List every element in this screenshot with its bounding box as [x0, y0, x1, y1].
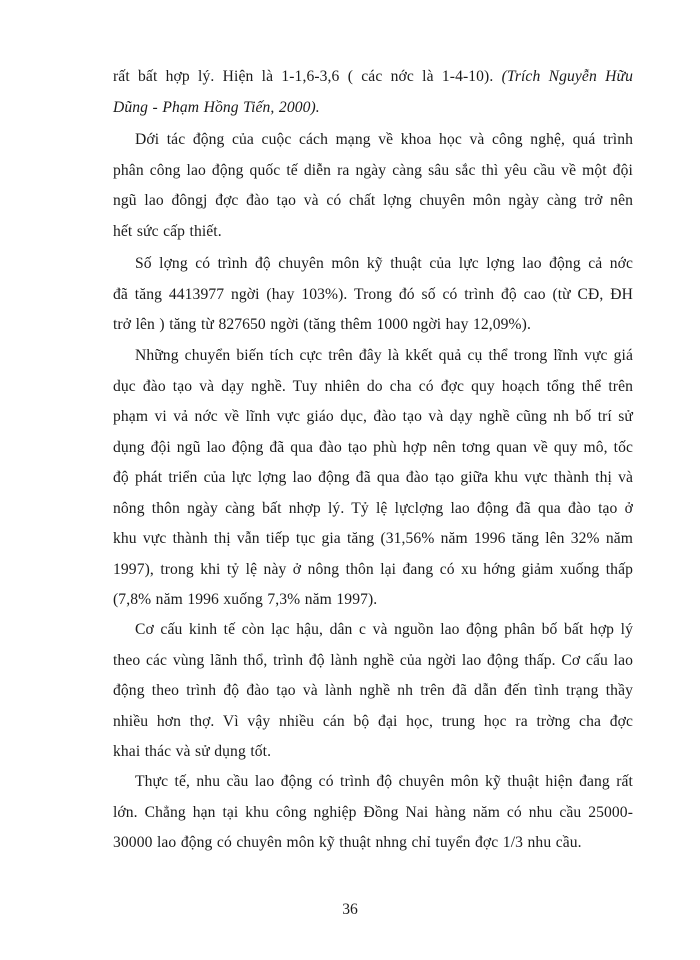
text-line: khai thác và sử dụng tốt. [113, 743, 272, 760]
paragraph-6 [113, 767, 633, 859]
text-line: khu vực thành thị vẫn tiếp tục gia tăng (31,56% năm 1996 tăng lên 32% năm [113, 530, 633, 547]
text-line: trở lên ) tăng từ 827650 ngời (tăng thêm 1000 ngời hay 12,09%). [113, 316, 531, 333]
text-line: nông thôn ngày càng bất nhợp lý. Tỷ lệ lựclợng lao động đã qua đào tạo ở [113, 499, 633, 517]
paragraph-2 [113, 125, 633, 247]
text-line: Thực tế, nhu cầu lao động có trình độ chuyên môn kỹ thuật hiện đang rất [135, 773, 633, 790]
text-line: Cơ cấu kinh tế còn lạc hậu, dân c và nguồn lao động phân bố bất hợp lý [135, 621, 633, 638]
text-line: 30000 lao động có chuyên môn kỹ thuật nhng chỉ tuyển đợc 1/3 nhu cầu. [113, 834, 582, 851]
paragraph-5 [113, 615, 633, 768]
text-line: Những chuyển biến tích cực trên đây là kkết quả cụ thể trong lĩnh vực giá [135, 347, 633, 364]
paragraph-3 [113, 249, 633, 341]
page-number: 36 [342, 901, 358, 918]
text-line: độ phát triển của lực lợng lao động đã qua đào tạo giữa khu vực thành thị và [113, 469, 633, 486]
text-line: phạm vi vả nớc về lĩnh vực giáo dục, đào tạo và dạy nghề cũng nh bố trí sử [113, 408, 633, 425]
text-line: động theo trình độ đào tạo và lành nghề nh trên đã dẫn đến tình trạng thầy [113, 682, 633, 699]
text-line: Dũng - Phạm Hồng Tiến, 2000). [113, 98, 320, 116]
text-line: ngũ lao đôngj đợc đào tạo và có chất lợng chuyên môn ngày càng trở nên [113, 192, 633, 209]
text-run: rất bất hợp lý. Hiện là 1-1,6-3,6 ( các nớc là 1-4-10). [113, 68, 494, 85]
text-line: hết sức cấp thiết. [113, 222, 222, 240]
text-line: Dới tác động của cuộc cách mạng về khoa học và công nghệ, quá trình [135, 131, 633, 148]
text-line: (7,8% năm 1996 xuống 7,3% năm 1997). [113, 591, 378, 608]
text-line: dục đào tạo và dạy nghề. Tuy nhiên do cha có đợc quy hoạch tổng thể trên [113, 377, 633, 395]
text-line: nhiều hơn thợ. Vì vậy nhiều cán bộ đại học, trung học ra trờng cha đợc [113, 712, 633, 730]
text-line: Số lợng có trình độ chuyên môn kỹ thuật của lực lợng lao động cả nớc [135, 255, 633, 272]
text-line: lớn. Chẳng hạn tại khu công nghiệp Đồng Nai hàng năm có nhu cầu 25000- [113, 803, 633, 821]
text-line: dụng đội ngũ lao động đã qua đào tạo phù hợp nên tơng quan về quy mô, tốc [113, 438, 633, 456]
text-line [113, 62, 633, 93]
text-line: 1997), trong khi tỷ lệ này ở nông thôn lại đang có xu hớng giảm xuống thấp [113, 560, 633, 578]
text-line: đã tăng 4413977 ngời (hay 103%). Trong đó số có trình độ cao (từ CĐ, ĐH [113, 285, 633, 303]
citation-italic: (Trích Nguyễn Hữu [501, 68, 633, 85]
paragraph-1 [113, 62, 633, 123]
text-line: theo các vùng lãnh thổ, trình độ lành nghề của ngời lao động thấp. Cơ cấu lao [113, 651, 633, 669]
paragraph-4 [113, 341, 633, 616]
text-line: phân công lao động quốc tế diễn ra ngày càng sâu sắc thì yêu cầu về một đội [113, 161, 633, 179]
